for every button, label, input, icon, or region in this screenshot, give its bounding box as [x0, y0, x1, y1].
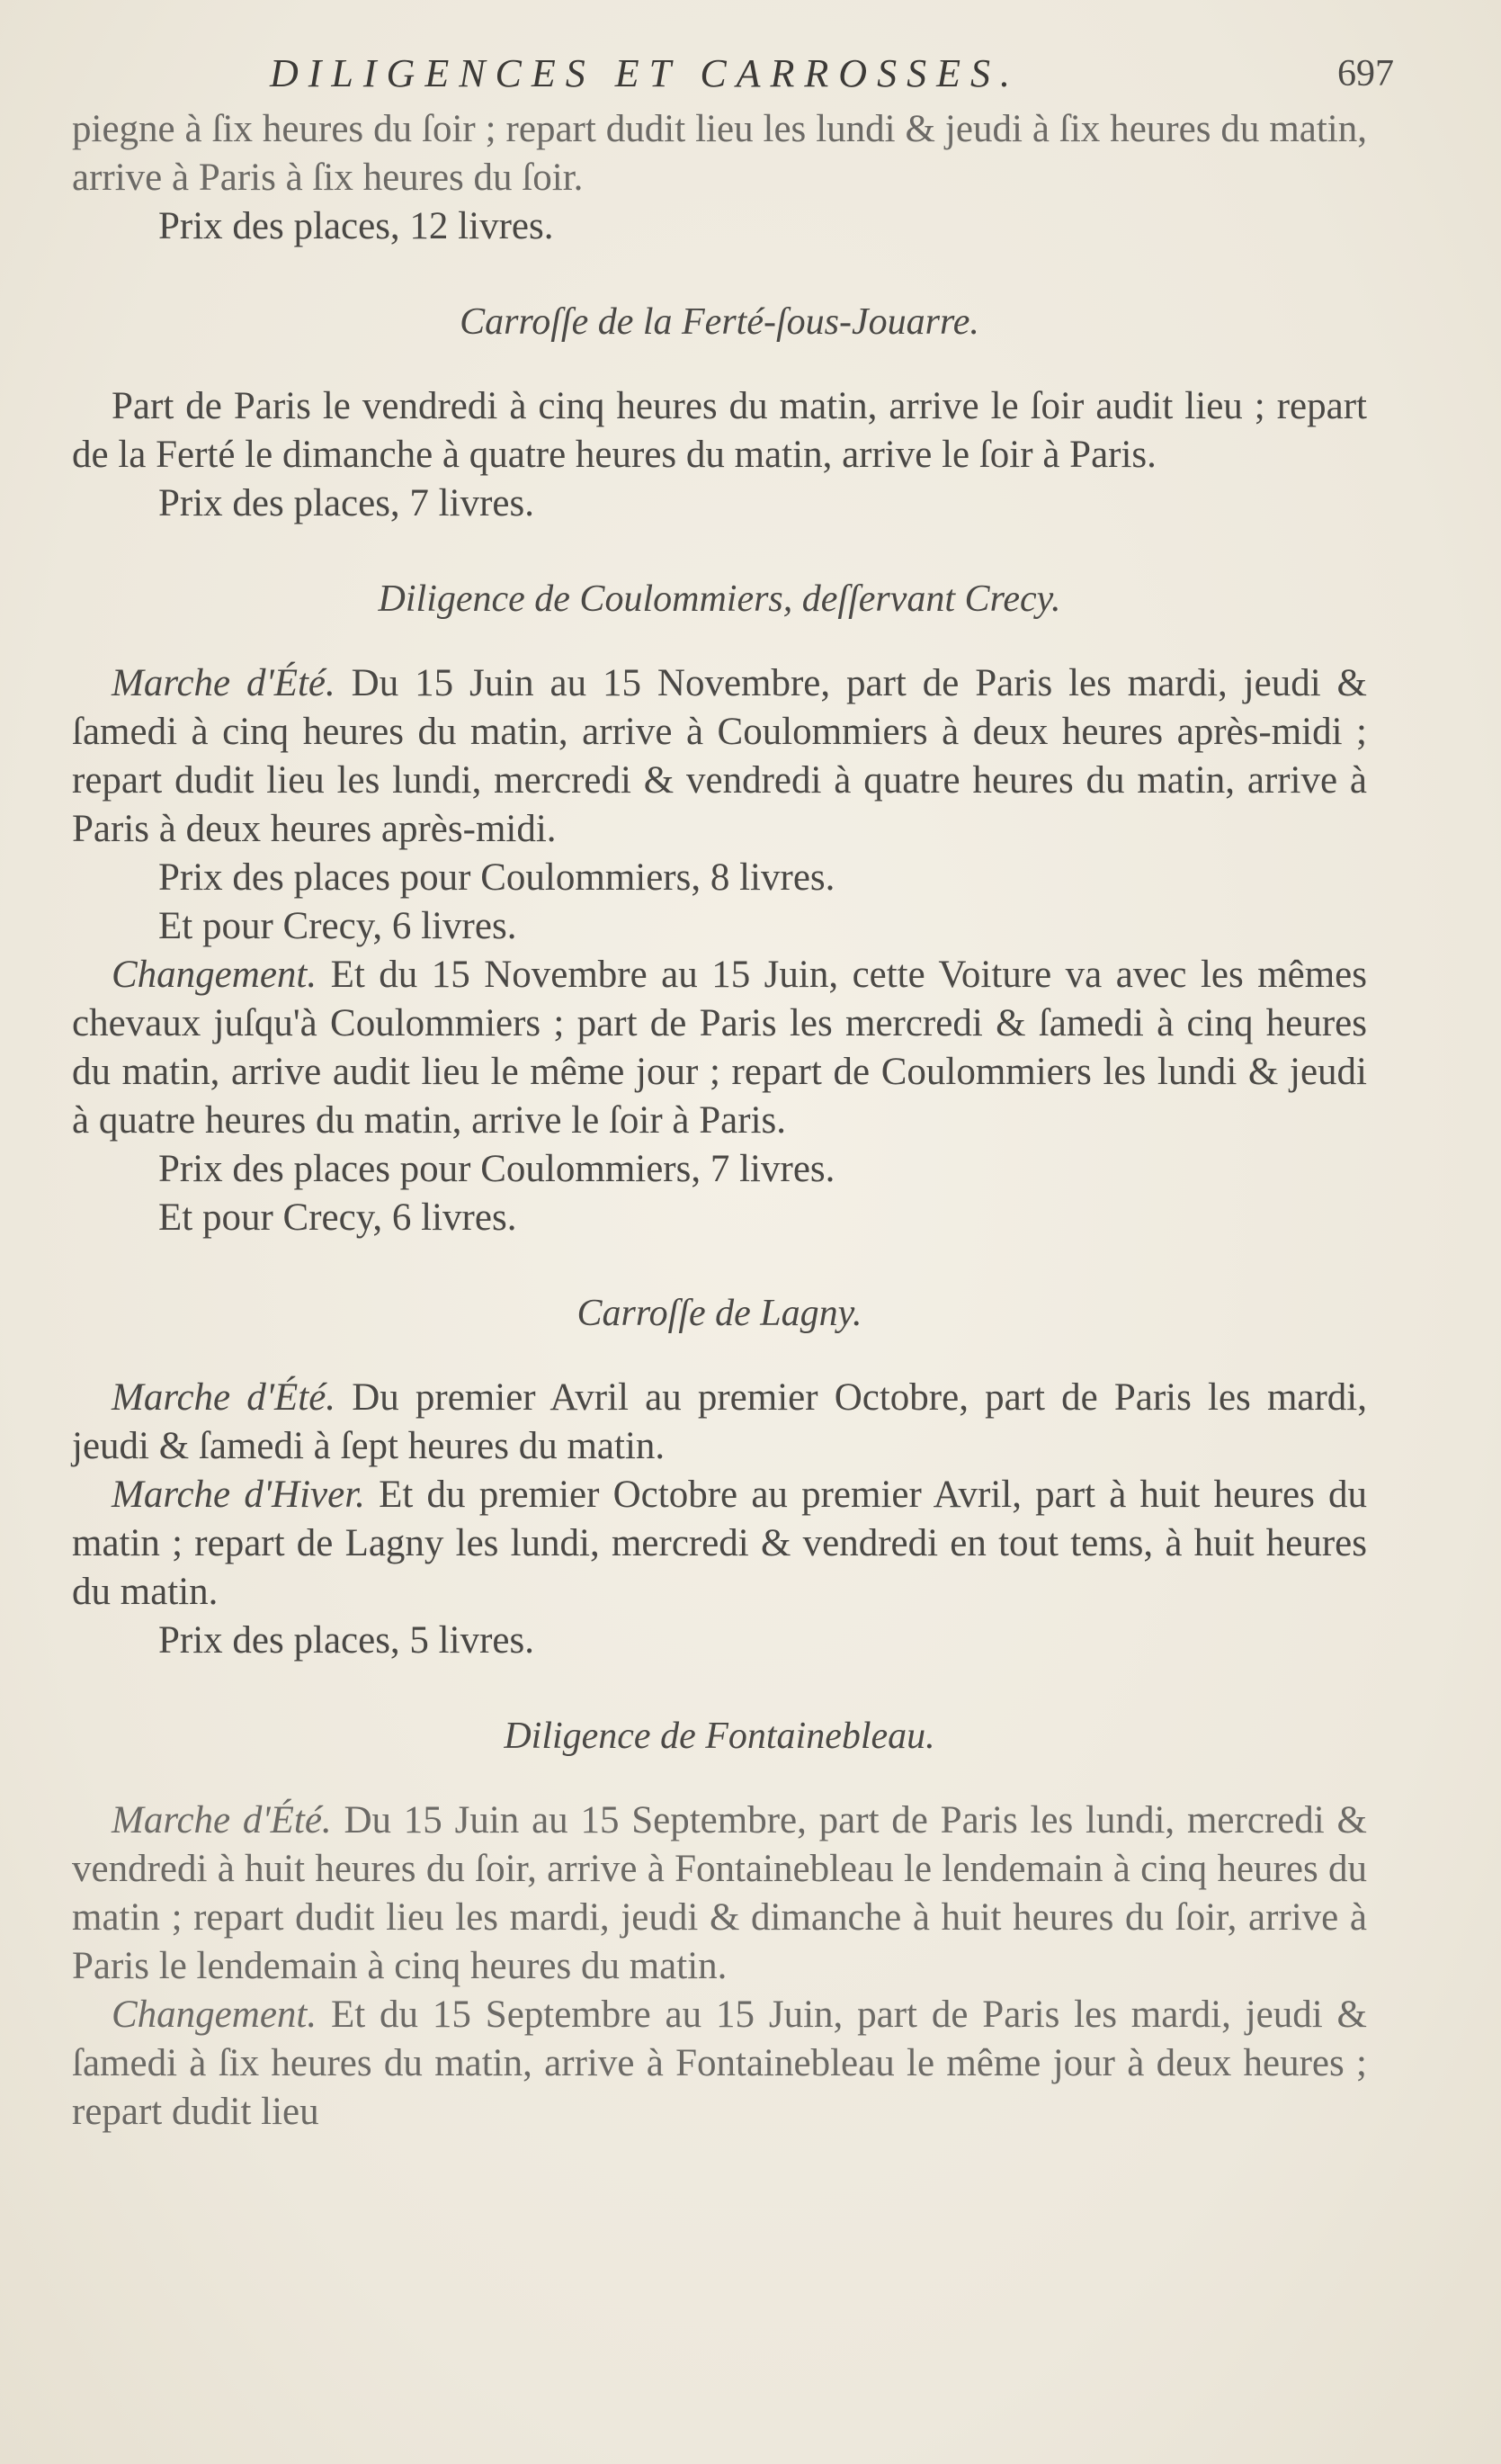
paragraph: piegne à ſix heures du ſoir ; repart dudit lieu les lundi & jeudi à ſix heures du matin, arrive à Paris à ſix heures du ſoir.	[72, 108, 1367, 199]
section-continuation	[72, 105, 1367, 251]
paragraph	[72, 1471, 1367, 1617]
price-line: Prix des places, 12 livres.	[158, 205, 554, 247]
price-line: Prix des places, 5 livres.	[158, 1619, 534, 1662]
paragraph	[72, 1991, 1367, 2137]
page-number: 697	[1337, 53, 1394, 94]
section-lagny	[72, 1289, 1367, 1665]
paragraph-text: Et du 15 Septembre au 15 Juin, part de Paris les mardi, jeudi & ſamedi à ſix heures du matin, arrive à Fontainebleau le même jour à deux heures ; repart dudit lieu	[72, 1994, 1367, 2133]
price-line: Et pour Crecy, 6 livres.	[158, 1196, 517, 1239]
runin-label: Marche d'Été.	[112, 662, 335, 704]
section-heading: Carroſſe de la Ferté-ſous-Jouarre.	[460, 301, 979, 343]
paragraph: Part de Paris le vendredi à cinq heures du matin, arrive le ſoir audit lieu ; repart de la Ferté le dimanche à quatre heures du matin, arrive le ſoir à Paris.	[72, 385, 1367, 476]
price-line: Et pour Crecy, 6 livres.	[158, 905, 517, 947]
paragraph	[72, 951, 1367, 1145]
paragraph	[72, 659, 1367, 854]
price-line: Prix des places, 7 livres.	[158, 482, 534, 524]
paragraph	[72, 1796, 1367, 1991]
paragraph-text: Et du premier Octobre au premier Avril, part à huit heures du matin ; repart de Lagny les lundi, mercredi & vendredi en tout tems, à huit heures du matin.	[72, 1474, 1368, 1613]
runin-label: Changement.	[112, 954, 317, 996]
paragraph-text: Du 15 Juin au 15 Septembre, part de Paris les lundi, mercredi & vendredi à huit heures du ſoir, arrive à Fontainebleau le lendemain à cinq heures du matin ; repart dudit lieu les mardi, jeudi & dimanche à huit heures du ſoir, arrive à Paris le lendemain à cinq heures du matin.	[72, 1799, 1367, 1987]
running-head	[72, 49, 1394, 103]
runin-label: Marche d'Été.	[112, 1376, 336, 1419]
section-ferte-sous-jouarre	[72, 298, 1367, 528]
section-heading: Diligence de Fontainebleau.	[504, 1716, 935, 1757]
runin-label: Changement.	[112, 1994, 317, 2036]
price-line: Prix des places pour Coulommiers, 7 livres.	[158, 1148, 835, 1190]
section-heading: Carroſſe de Lagny.	[576, 1293, 862, 1334]
section-coulommiers	[72, 575, 1367, 1242]
running-head-title: DILIGENCES ET CARROSSES.	[270, 51, 1020, 95]
page-text	[72, 49, 1394, 2137]
section-fontainebleau	[72, 1712, 1367, 2137]
paragraph	[72, 1374, 1367, 1471]
runin-label: Marche d'Hiver.	[112, 1474, 365, 1516]
paragraph-text: Et du 15 Novembre au 15 Juin, cette Voiture va avec les mêmes chevaux juſqu'à Coulommiers ; part de Paris les mercredi & ſamedi à cinq heures du matin, arrive audit lieu le même jour ; repart de Coulommiers les lundi & jeudi à quatre heures du matin, arrive le ſoir à Paris.	[72, 954, 1367, 1142]
price-line: Prix des places pour Coulommiers, 8 livres.	[158, 856, 835, 899]
section-heading: Diligence de Coulommiers, deſſervant Crecy.	[378, 578, 1061, 620]
runin-label: Marche d'Été.	[112, 1799, 332, 1841]
paragraph-text: Du 15 Juin au 15 Novembre, part de Paris les mardi, jeudi & ſamedi à cinq heures du matin, arrive à Coulommiers à deux heures après-midi ; repart dudit lieu les lundi, mercredi & vendredi à quatre heures du matin, arrive à Paris à deux heures après-midi.	[72, 662, 1367, 850]
paragraph-text: Du premier Avril au premier Octobre, part de Paris les mardi, jeudi & ſamedi à ſept heures du matin.	[72, 1376, 1367, 1467]
